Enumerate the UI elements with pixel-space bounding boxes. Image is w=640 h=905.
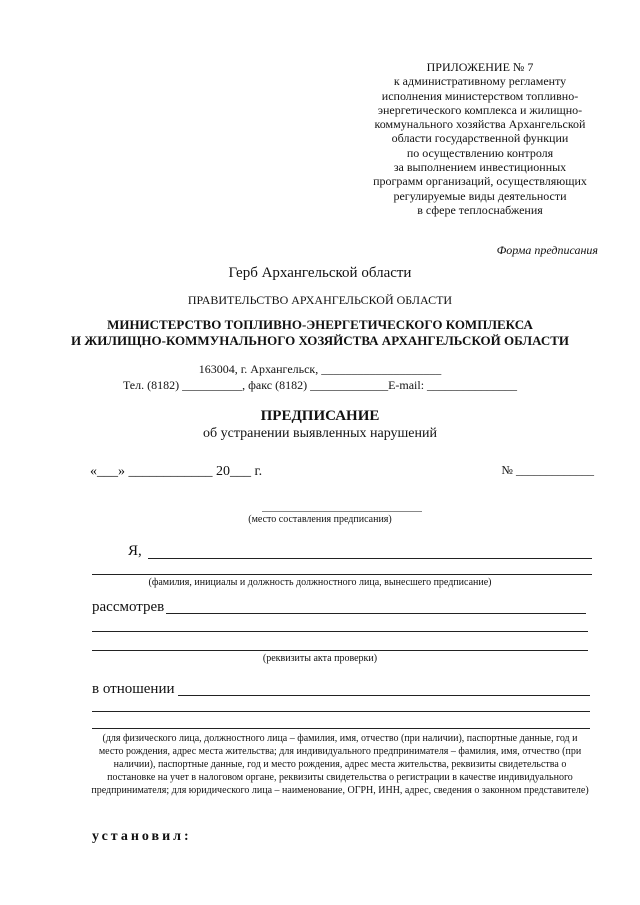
act-caption: (реквизиты акта проверки) — [262, 653, 378, 664]
ministry-line-1: МИНИСТЕРСТВО ТОПЛИВНО-ЭНЕРГЕТИЧЕСКОГО КОМПЛЕКСА — [107, 317, 533, 332]
person-field-line-1[interactable] — [178, 695, 590, 696]
appendix-line: к административному регламенту — [393, 74, 567, 89]
address-line: 163004, г. Архангельск, ____________________ — [198, 362, 442, 376]
person-field-line-3[interactable] — [92, 728, 590, 729]
established-label: установил: — [92, 829, 192, 844]
official-caption: (фамилия, инициалы и должность должностного лица, вынесшего предписание) — [148, 577, 492, 588]
document-title: ПРЕДПИСАНИЕ — [260, 408, 380, 424]
appendix-line: области государственной функции — [391, 131, 569, 146]
appendix-line: за выполнением инвестиционных — [393, 160, 567, 175]
act-field-line-3[interactable] — [92, 650, 588, 651]
person-field-line-2[interactable] — [92, 711, 590, 712]
appendix-line: энергетического комплекса и жилищно- — [377, 102, 583, 117]
place-field-line[interactable] — [262, 511, 422, 512]
appendix-line: ПРИЛОЖЕНИЕ № 7 — [426, 60, 534, 74]
appendix-line: программ организаций, осуществляющих — [373, 174, 587, 189]
official-field-line-1[interactable] — [148, 558, 592, 559]
appendix-line: в сфере теплоснабжения — [417, 202, 543, 217]
coat-of-arms-label: Герб Архангельской области — [228, 265, 412, 281]
official-field-line-2[interactable] — [92, 574, 592, 575]
government-name: ПРАВИТЕЛЬСТВО АРХАНГЕЛЬСКОЙ ОБЛАСТИ — [187, 293, 453, 307]
ministry-name — [0, 317, 640, 349]
document-subtitle: об устранении выявленных нарушений — [203, 426, 437, 441]
ministry-line-2: И ЖИЛИЩНО-КОММУНАЛЬНОГО ХОЗЯЙСТВА АРХАНГЕЛЬСКОЙ ОБЛАСТИ — [70, 333, 570, 348]
regarding-label: в отношении — [92, 681, 175, 697]
contacts-line: Тел. (8182) __________, факс (8182) _____________E-mail: _______________ — [122, 378, 518, 392]
appendix-line: исполнения министерством топливно- — [381, 88, 579, 103]
date-field[interactable]: «___» ____________ 20___ г. — [90, 464, 263, 479]
reviewed-label: рассмотрев — [92, 599, 165, 615]
person-caption: (для физического лица, должностного лица – фамилия, имя, отчество (при наличии), паспортные данные, год и место рождения, адрес места жительства; для индивидуального предпринимателя – фамилия, имя, отчество (при наличии), паспортные данные, год и место рождения, адрес места жительства, реквизиты свидетельства о постановке на учет в налоговом органе, реквизиты свидетельства о регистрации в качестве индивидуального предпринимателя; для юридического лица – наименование, ОГРН, ИНН, адрес, сведения о законном представителе) — [91, 733, 589, 796]
act-field-line-1[interactable] — [166, 613, 586, 614]
form-label: Форма предписания — [496, 243, 598, 257]
act-field-line-2[interactable] — [92, 631, 588, 632]
appendix-line: коммунального хозяйства Архангельской — [374, 117, 586, 132]
place-caption: (место составления предписания) — [248, 514, 392, 525]
i-label: Я, — [128, 543, 142, 559]
appendix-block — [330, 60, 630, 217]
appendix-line: по осуществлению контроля — [406, 145, 554, 160]
number-field[interactable]: № _____________ — [501, 463, 594, 477]
appendix-line: регулируемые виды деятельности — [393, 188, 567, 203]
